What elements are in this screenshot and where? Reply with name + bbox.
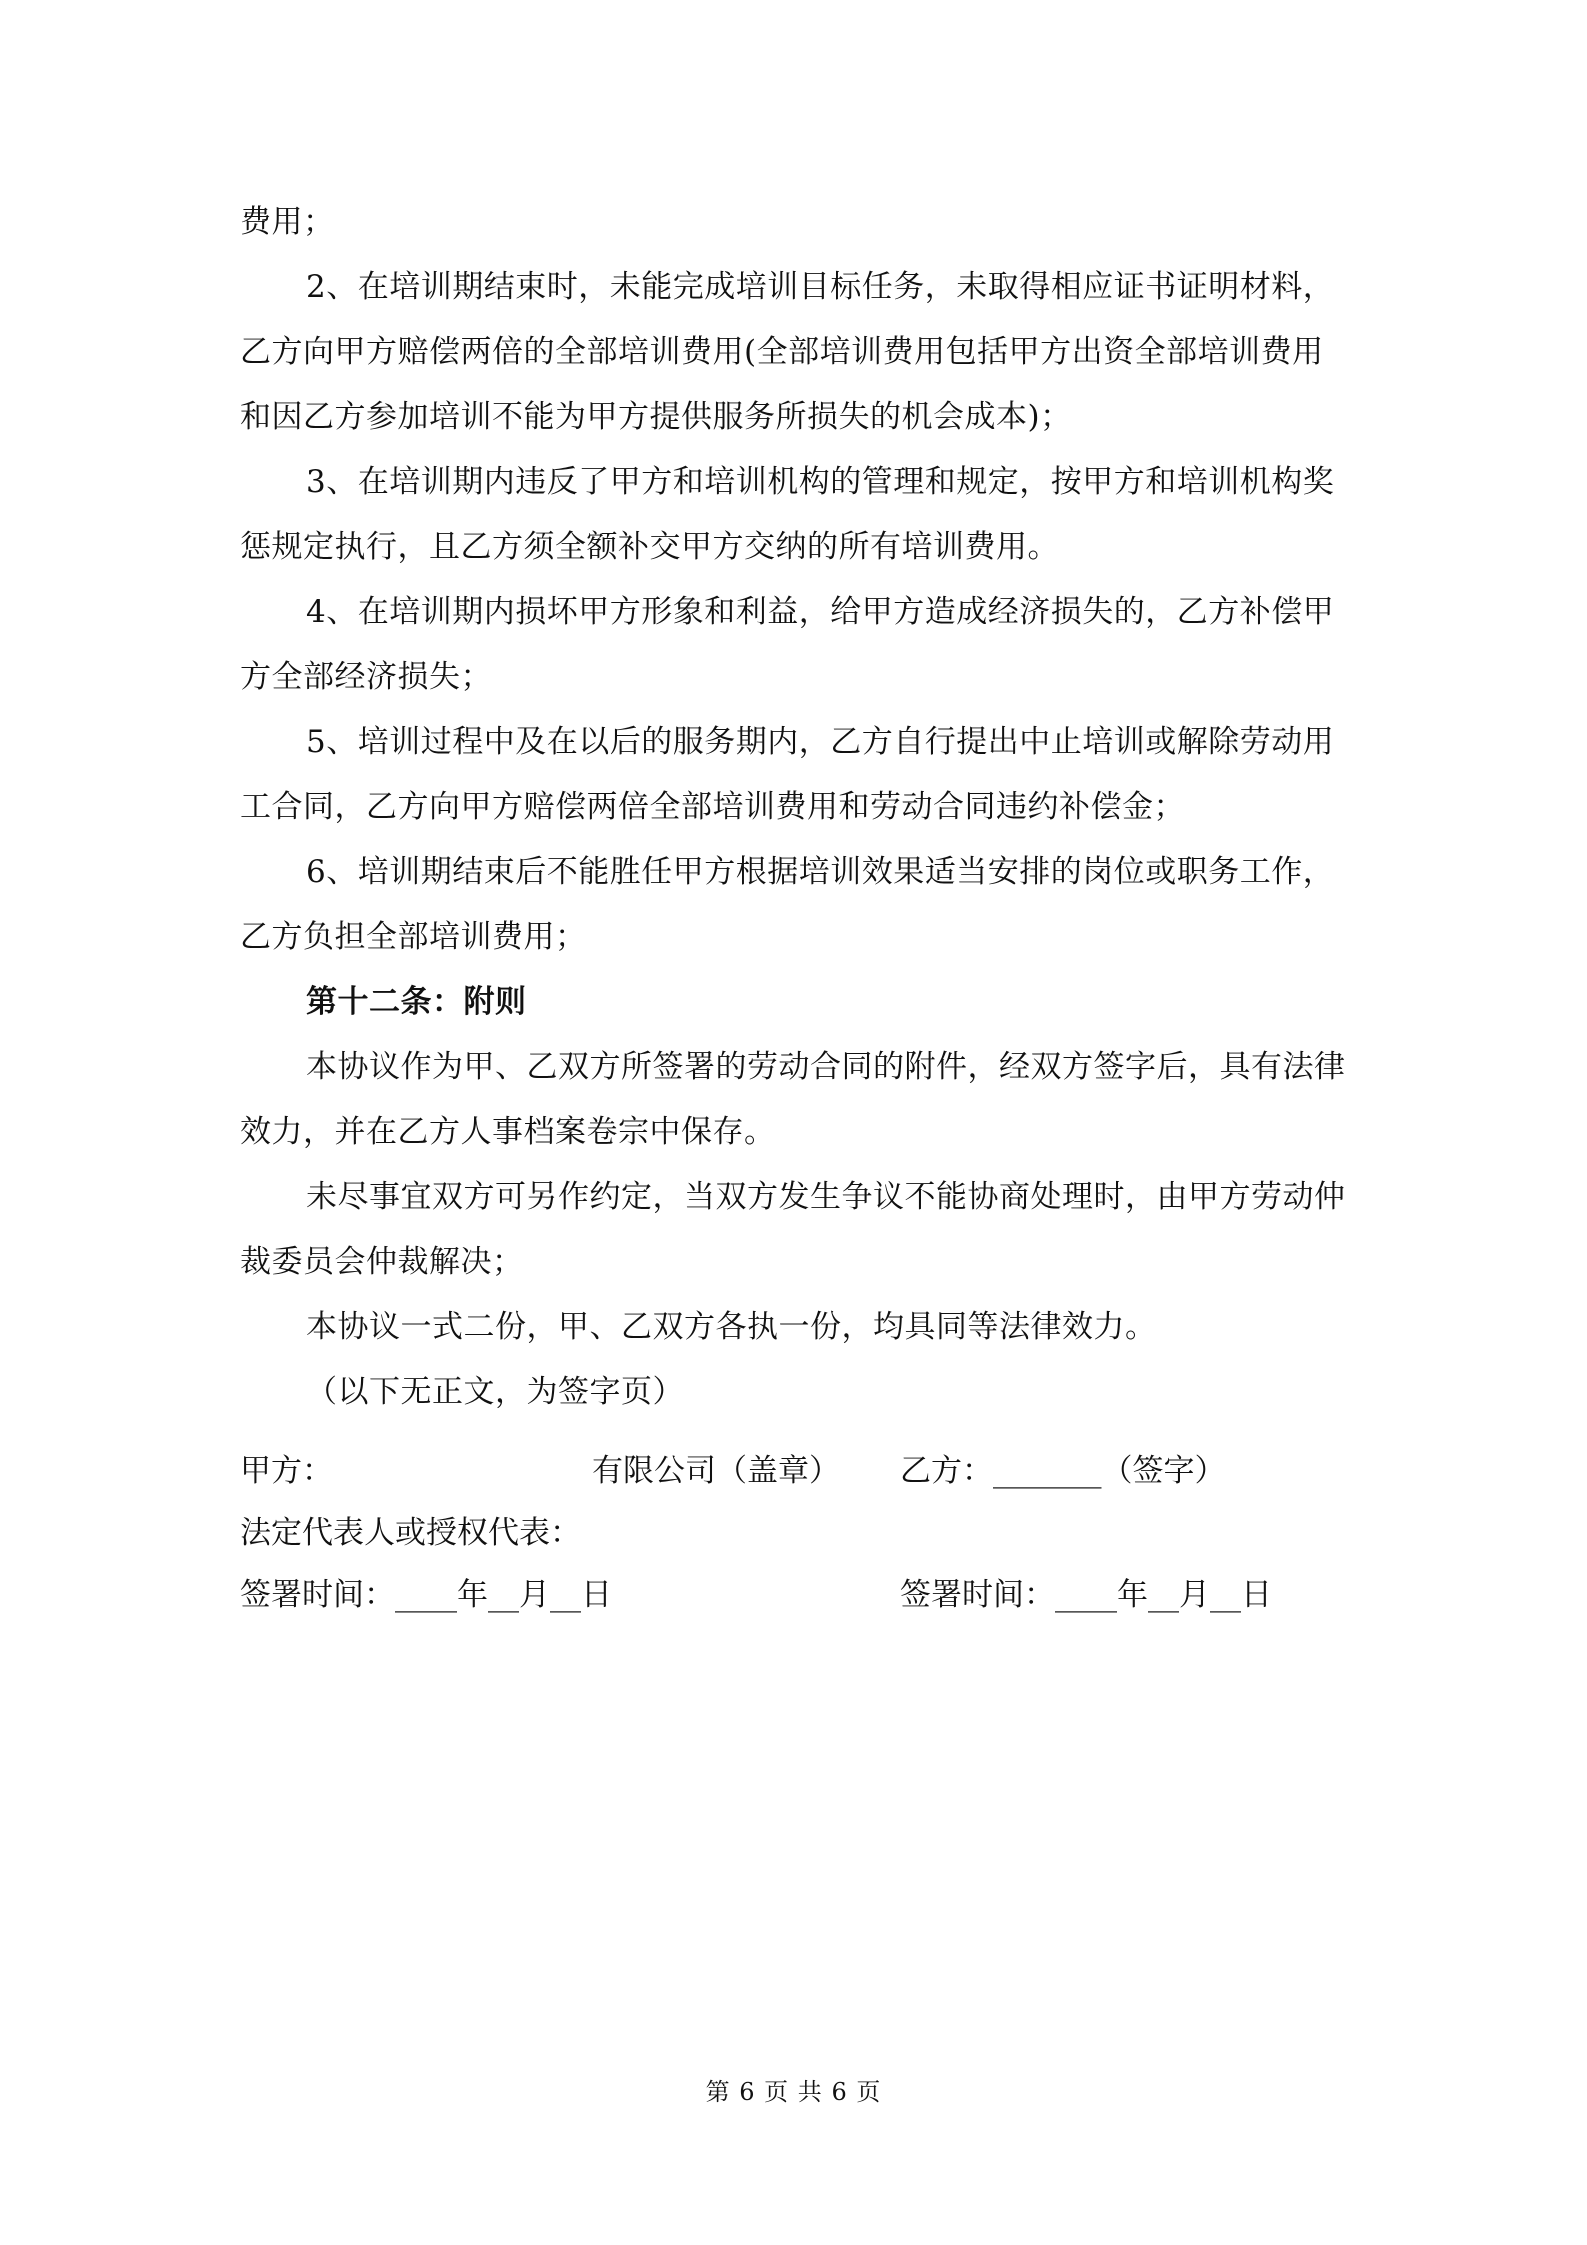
body-line: 5、培训过程中及在以后的服务期内，乙方自行提出中止培训或解除劳动用 — [306, 724, 1335, 760]
body-line: 本协议一式二份，甲、乙双方各执一份，均具同等法律效力。 — [306, 1309, 1157, 1345]
body-line: 4、在培训期内损坏甲方形象和利益，给甲方造成经济损失的，乙方补偿甲 — [306, 594, 1335, 630]
representative-label: 法定代表人或授权代表： — [240, 1515, 581, 1551]
section-heading: 第十二条：附则 — [306, 984, 527, 1020]
signature-parties-row — [240, 1440, 1350, 1502]
page-footer: 第 6 页 共 6 页 — [705, 2078, 882, 2106]
body-line: 工合同，乙方向甲方赔偿两倍全部培训费用和劳动合同违约补偿金； — [240, 789, 1185, 825]
body-line: 2、在培训期结束时，未能完成培训目标任务，未取得相应证书证明材料， — [306, 269, 1335, 305]
party-b-sign-date: 签署时间：____年__月__日 — [900, 1577, 1272, 1613]
body-line: 本协议作为甲、乙双方所签署的劳动合同的附件，经双方签字后，具有法律 — [306, 1049, 1346, 1085]
body-line: 效力，并在乙方人事档案卷宗中保存。 — [240, 1114, 776, 1150]
agreement-body — [240, 190, 1350, 1425]
party-b-label: 乙方：_______（签字） — [900, 1453, 1226, 1489]
body-line: 和因乙方参加培训不能为甲方提供服务所损失的机会成本)； — [240, 399, 1072, 435]
body-line: 3、在培训期内违反了甲方和培训机构的管理和规定，按甲方和培训机构奖 — [306, 464, 1335, 500]
party-a-sign-date: 签署时间：____年__月__日 — [240, 1577, 612, 1613]
body-line: 乙方负担全部培训费用； — [240, 919, 587, 955]
company-seal-label: 有限公司（盖章） — [592, 1453, 840, 1489]
body-line: 乙方向甲方赔偿两倍的全部培训费用(全部培训费用包括甲方出资全部培训费用 — [240, 334, 1324, 370]
body-line: 方全部经济损失； — [240, 659, 492, 695]
body-line: 6、培训期结束后不能胜任甲方根据培训效果适当安排的岗位或职务工作， — [306, 854, 1335, 890]
signature-block — [240, 1440, 1350, 1626]
body-line: 未尽事宜双方可另作约定，当双方发生争议不能协商处理时，由甲方劳动仲 — [306, 1179, 1346, 1215]
party-a-label: 甲方： — [240, 1453, 333, 1489]
body-line: 裁委员会仲裁解决； — [240, 1244, 524, 1280]
signature-representative-row — [240, 1502, 1350, 1564]
body-line: （以下无正文，为签字页） — [306, 1374, 684, 1410]
signature-date-row — [240, 1564, 1350, 1626]
body-line: 费用； — [240, 204, 335, 240]
body-line: 惩规定执行，且乙方须全额补交甲方交纳的所有培训费用。 — [240, 529, 1059, 565]
